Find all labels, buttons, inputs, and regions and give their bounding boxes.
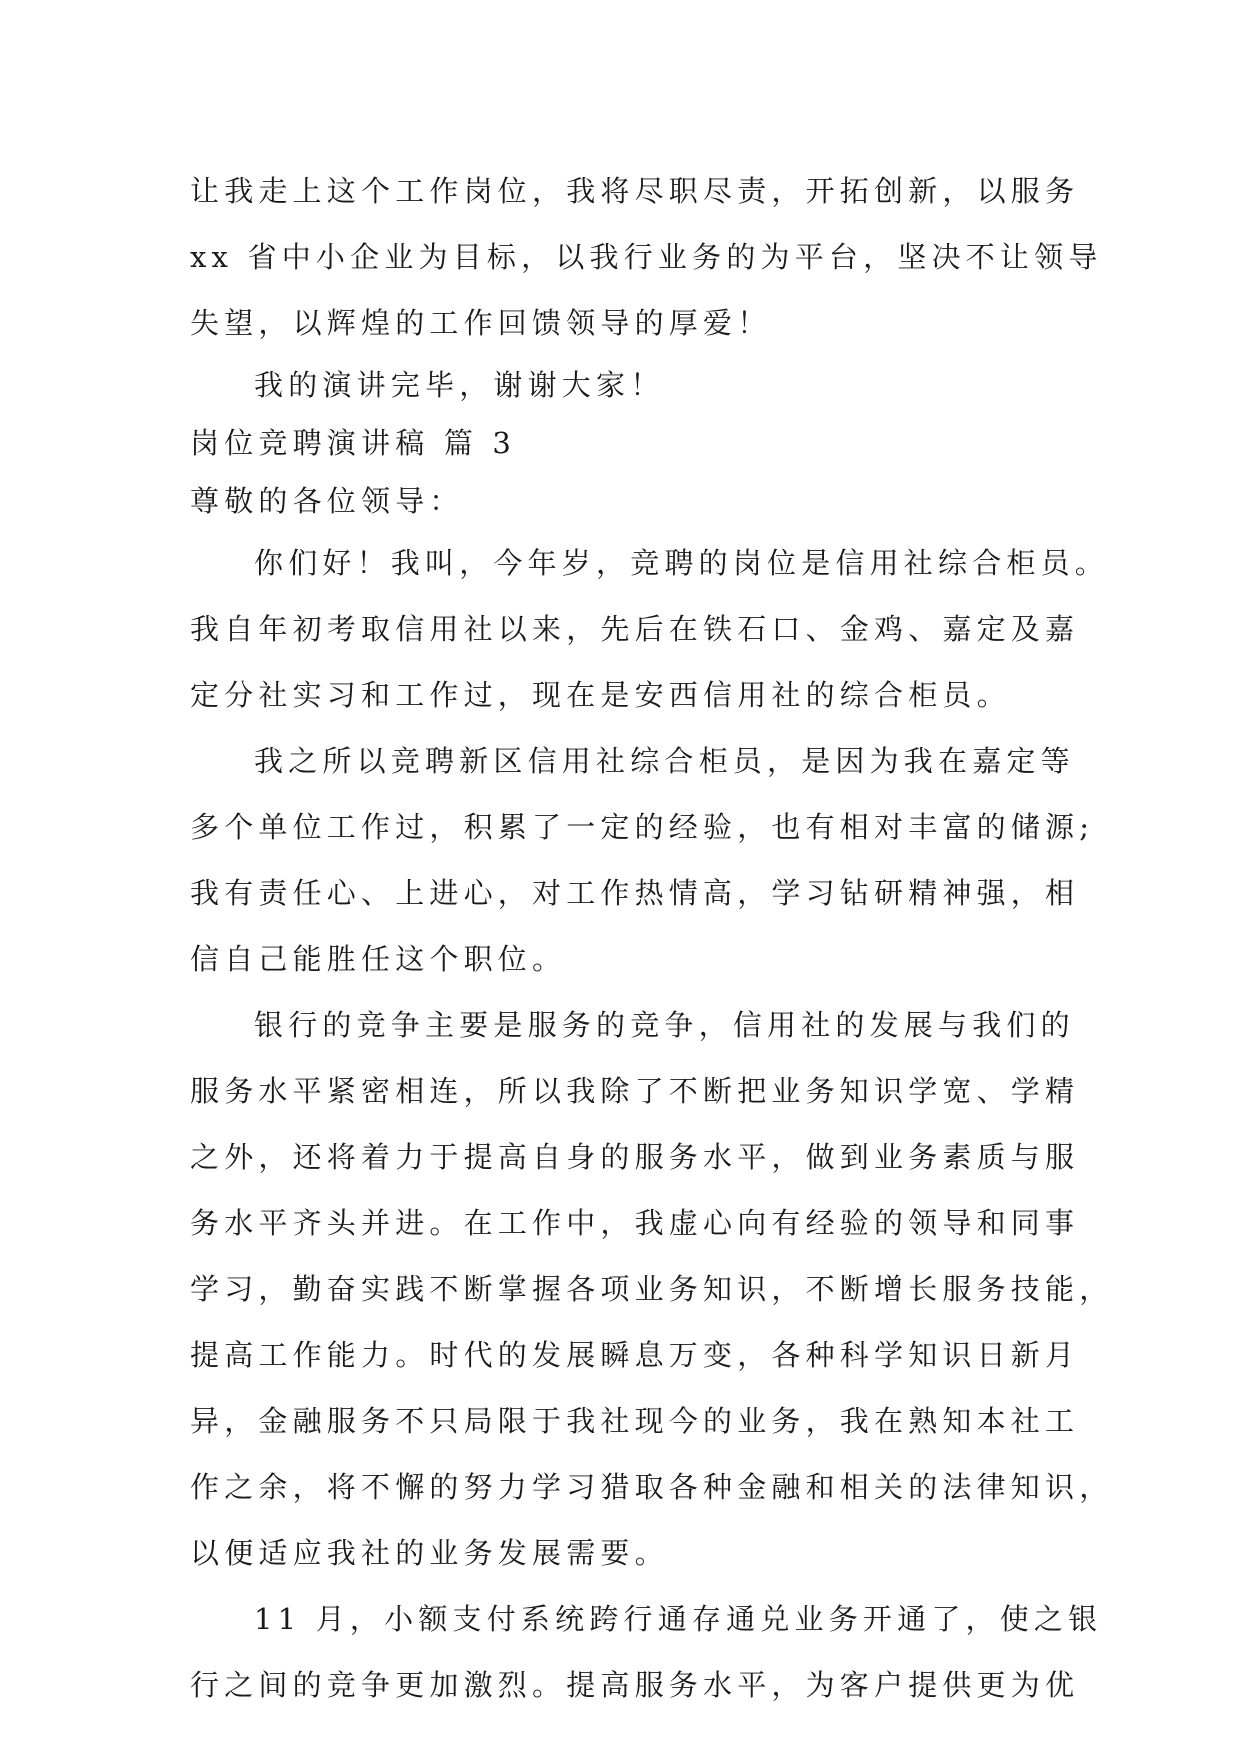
text-line: 我有责任心、上进心，对工作热情高，学习钻研精神强，相 (190, 876, 1080, 910)
text-line: 让我走上这个工作岗位，我将尽职尽责，开拓创新，以服务 (190, 174, 1080, 208)
section-heading: 岗位竞聘演讲稿 篇 3 (190, 426, 517, 460)
text-line: 异，金融服务不只局限于我社现今的业务，我在熟知本社工 (190, 1404, 1080, 1438)
text-line: 我自年初考取信用社以来，先后在铁石口、金鸡、嘉定及嘉 (190, 612, 1080, 646)
text-line: 务水平齐头并进。在工作中，我虚心向有经验的领导和同事 (190, 1206, 1080, 1240)
text-line: 信自己能胜任这个职位。 (190, 942, 567, 976)
text-line: 我之所以竞聘新区信用社综合柜员，是因为我在嘉定等 (254, 744, 1075, 778)
text-line: 提高工作能力。时代的发展瞬息万变，各种科学知识日新月 (190, 1338, 1080, 1372)
text-line: 我的演讲完毕，谢谢大家！ (254, 368, 665, 402)
text-line: 你们好！我叫，今年岁，竞聘的岗位是信用社综合柜员。 (254, 546, 1110, 580)
text-line: 定分社实习和工作过，现在是安西信用社的综合柜员。 (190, 678, 1011, 712)
text-line: 多个单位工作过，积累了一定的经验，也有相对丰富的储源; (190, 810, 1095, 844)
text-line: 服务水平紧密相连，所以我除了不断把业务知识学宽、学精 (190, 1074, 1080, 1108)
text-line: 之外，还将着力于提高自身的服务水平，做到业务素质与服 (190, 1140, 1080, 1174)
text-line: 尊敬的各位领导： (190, 484, 464, 518)
text-line: 银行的竞争主要是服务的竞争，信用社的发展与我们的 (254, 1008, 1075, 1042)
text-line: 失望，以辉煌的工作回馈领导的厚爱！ (190, 306, 772, 340)
text-line: xx 省中小企业为目标，以我行业务的为平台，坚决不让领导 (190, 240, 1103, 274)
text-line: 作之余，将不懈的努力学习猎取各种金融和相关的法律知识， (190, 1470, 1114, 1504)
document-body (190, 158, 1114, 1718)
text-line: 11 月，小额支付系统跨行通存通兑业务开通了，使之银 (254, 1602, 1103, 1636)
text-line: 以便适应我社的业务发展需要。 (190, 1536, 669, 1570)
text-line: 行之间的竞争更加激烈。提高服务水平，为客户提供更为优 (190, 1668, 1080, 1702)
text-line: 学习，勤奋实践不断掌握各项业务知识，不断增长服务技能， (190, 1272, 1114, 1306)
